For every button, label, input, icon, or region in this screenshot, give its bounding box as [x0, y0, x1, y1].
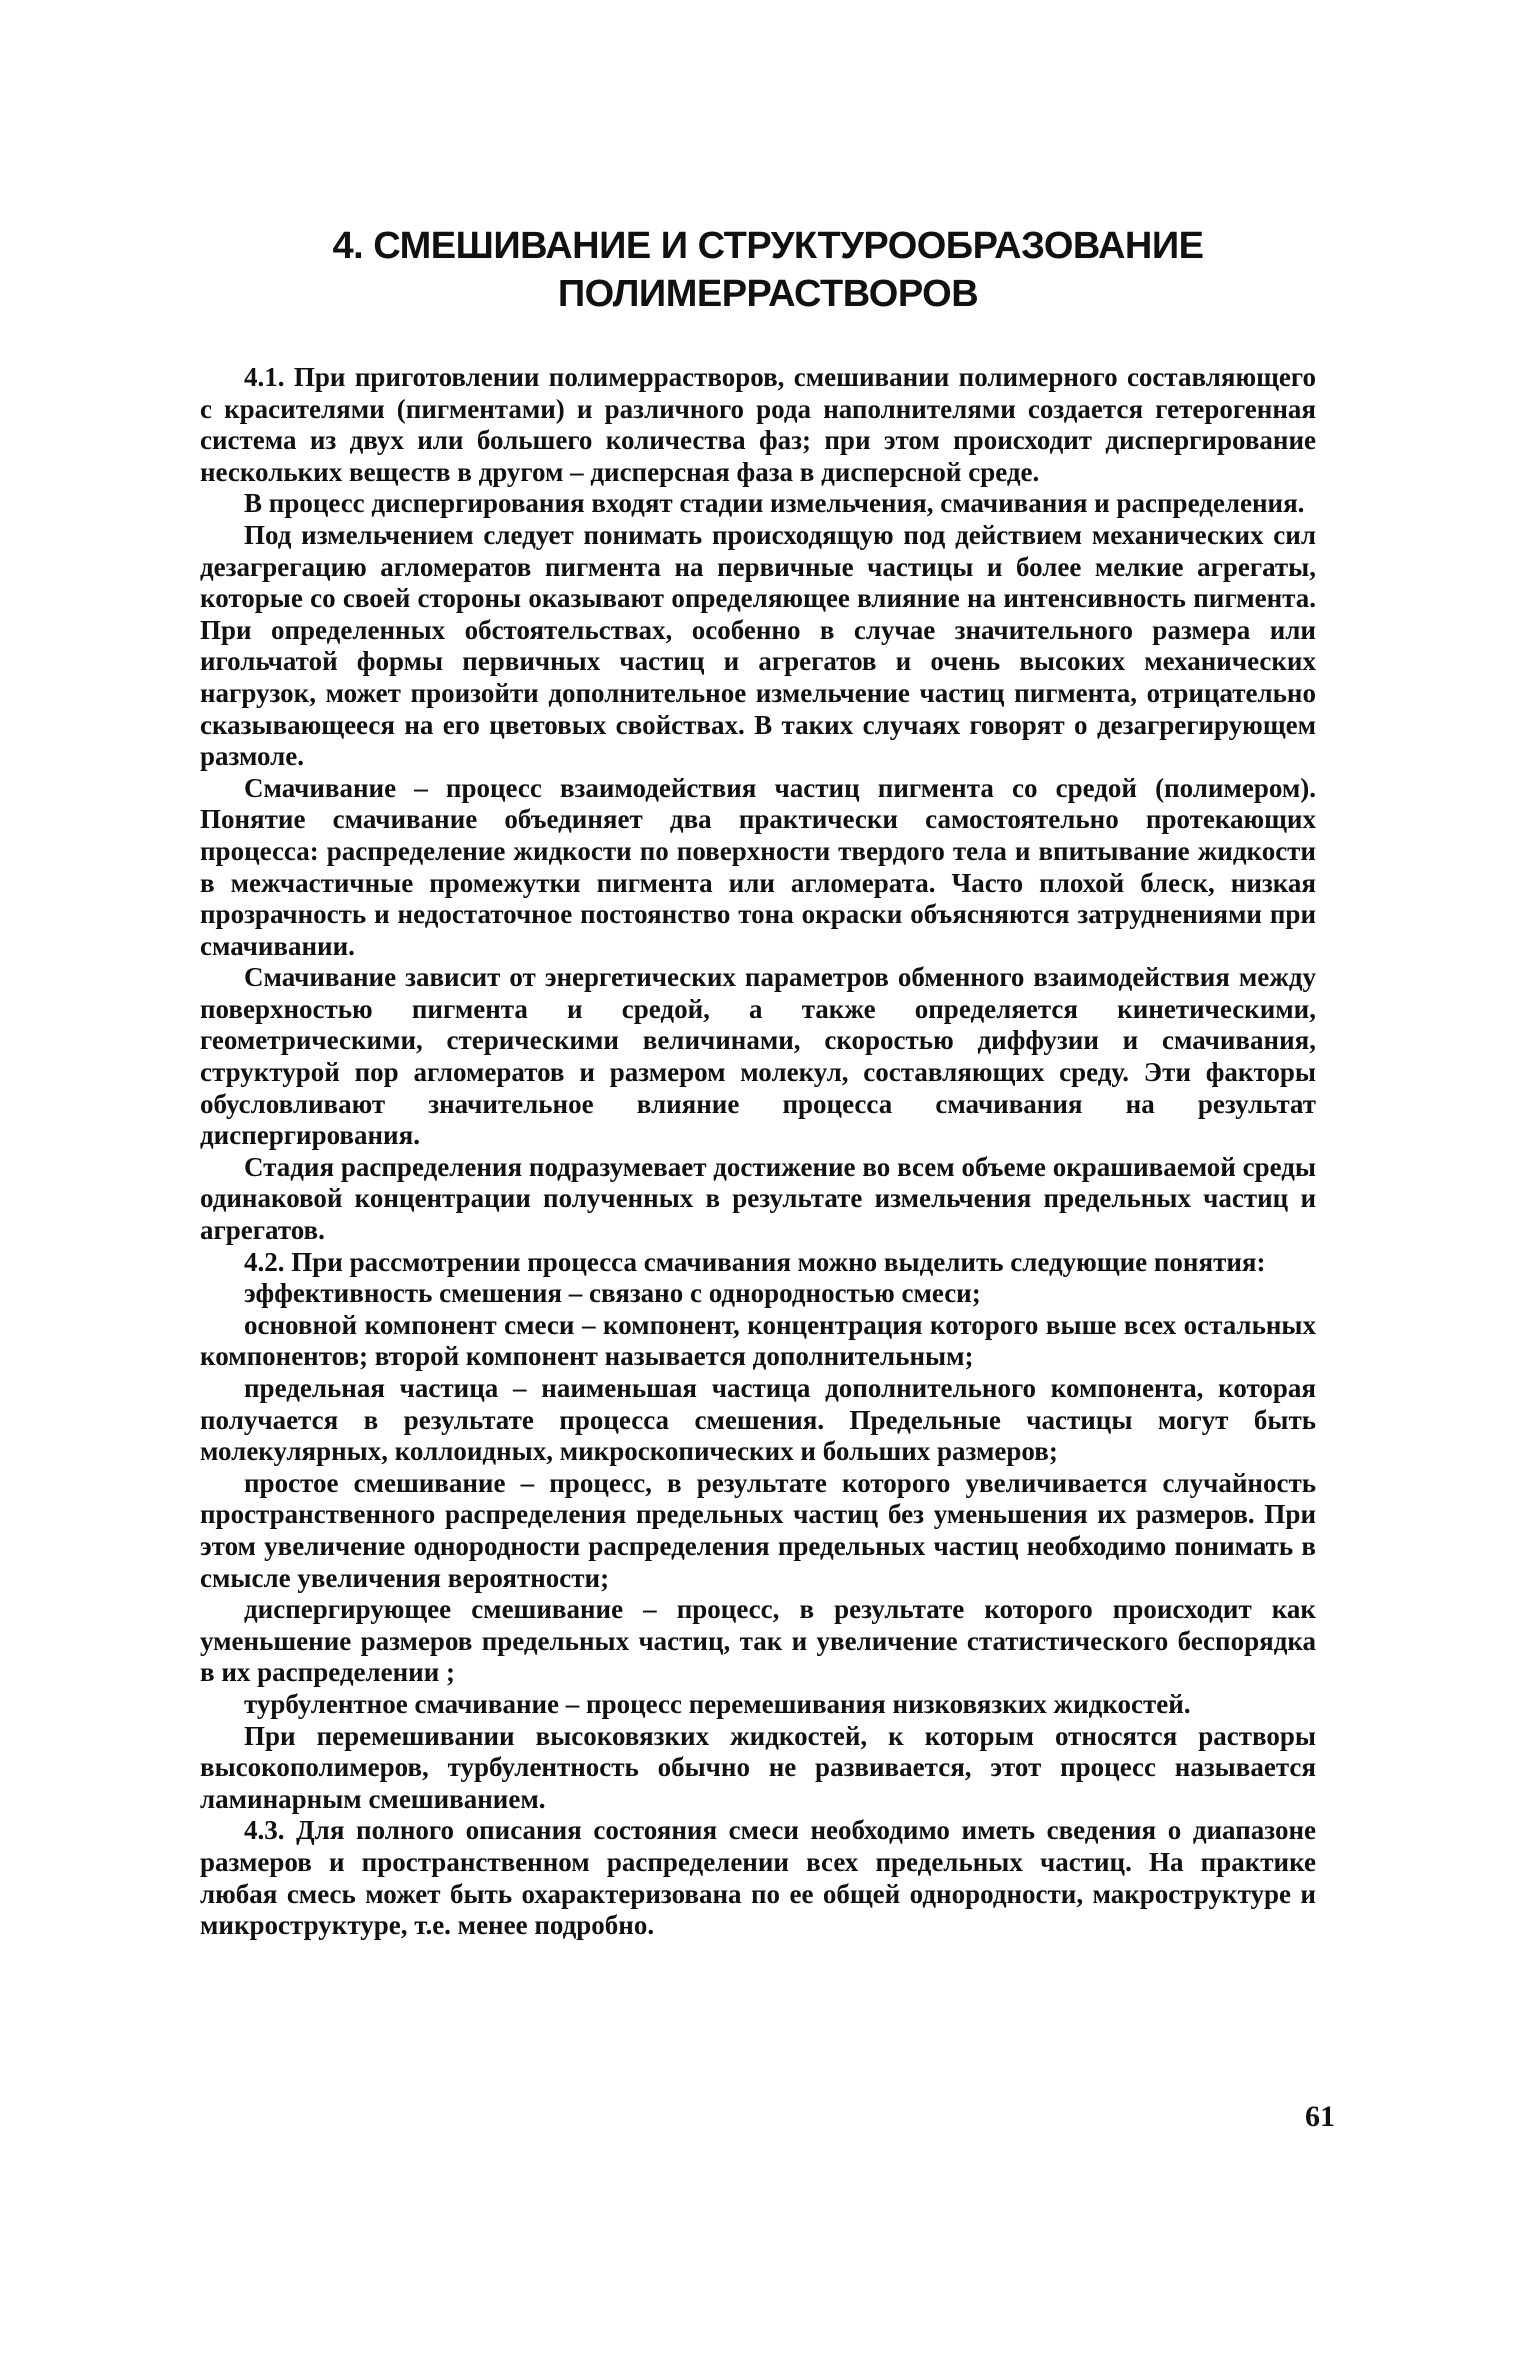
definition-main-component: основной компонент смеси – компонент, концентрация которого выше всех остальных компонентов; второй компонент называется дополнительным;: [200, 1309, 1316, 1372]
definition-mixing-efficiency: эффективность смешения – связано с однородностью смеси;: [244, 1278, 981, 1309]
body-text: [200, 362, 1316, 1942]
paragraph-dispersion-stages: В процесс диспергирования входят стадии измельчения, смачивания и распределения.: [244, 488, 1305, 519]
page-number: 61: [1305, 2100, 1335, 2133]
paragraph-wetting: Смачивание – процесс взаимодействия частиц пигмента со средой (полимером). Понятие смачивание объединяет два практически самостоятельно протекающих процесса: распределение жидкости по поверхности твердого тела и впитывание жидкости в межчастичные промежутки пигмента или агломерата. Часто плохой блеск, низкая прозрачность и недостаточное постоянство тона окраски объясняются затруднениями при смачивании.: [200, 772, 1316, 961]
paragraph-wetting-factors: Смачивание зависит от энергетических параметров обменного взаимодействия между поверхностью пигмента и средой, а также определяется кинетическими, геометрическими, стерическими величинами, скоростью диффузии и смачивания, структурой пор агломератов и размером молекул, составляющих среду. Эти факторы обусловливают значительное влияние процесса смачивания на результат диспергирования.: [200, 962, 1316, 1151]
definition-dispersive-mixing: диспергирующее смешивание – процесс, в результате которого происходит как уменьшение размеров предельных частиц, так и увеличение статистического беспорядка в их распределении ;: [200, 1594, 1316, 1688]
definition-ultimate-particle: предельная частица – наименьшая частица дополнительного компонента, которая получается в результате процесса смешения. Предельные частицы могут быть молекулярных, коллоидных, микроскопических и больших размеров;: [200, 1373, 1316, 1467]
paragraph-4-3: 4.3. Для полного описания состояния смеси необходимо иметь сведения о диапазоне размеров и пространственном распределении всех предельных частиц. На практике любая смесь может быть охарактеризована по ее общей однородности, макроструктуре и микроструктуре, т.е. менее подробно.: [200, 1815, 1316, 1941]
paragraph-laminar-mixing: При перемешивании высоковязких жидкостей, к которым относятся растворы высокополимеров, турбулентность обычно не развивается, этот процесс называется ламинарным смешиванием.: [200, 1720, 1316, 1814]
definition-turbulent-wetting: турбулентное смачивание – процесс перемешивания низковязких жидкостей.: [244, 1688, 1191, 1719]
paragraph-4-1: 4.1. При приготовлении полимеррастворов, смешивании полимерного составляющего с красителями (пигментами) и различного рода наполнителями создается гетерогенная система из двух или большего количества фаз; при этом происходит диспергирование нескольких веществ в другом – дисперсная фаза в дисперсной среде.: [200, 362, 1316, 487]
paragraph-4-2: 4.2. При рассмотрении процесса смачивания можно выделить следующие понятия:: [244, 1246, 1266, 1277]
chapter-title-line-2: ПОЛИМЕРРАСТВОРОВ: [557, 273, 979, 315]
paragraph-grinding: Под измельчением следует понимать происходящую под действием механических сил дезагрегацию агломератов пигмента на первичные частицы и более мелкие агрегаты, которые со своей стороны оказывают определяющее влияние на интенсивность пигмента. При определенных обстоятельствах, особенно в случае значительного размера или игольчатой формы первичных частиц и агрегатов и очень высоких механических нагрузок, может произойти дополнительное измельчение частиц пигмента, отрицательно сказывающееся на его цветовых свойствах. В таких случаях говорят о дезагрегирующем размоле.: [200, 519, 1316, 772]
definition-simple-mixing: простое смешивание – процесс, в результате которого увеличивается случайность пространственного распределения предельных частиц без уменьшения их размеров. При этом увеличение однородности распределения предельных частиц необходимо понимать в смысле увеличения вероятности;: [200, 1467, 1316, 1593]
paragraph-distribution: Стадия распределения подразумевает достижение во всем объеме окрашиваемой среды одинаковой концентрации полученных в результате измельчения предельных частиц и агрегатов.: [200, 1151, 1316, 1246]
chapter-title-line-1: 4. СМЕШИВАНИЕ И СТРУКТУРООБРАЗОВАНИЕ: [332, 225, 1204, 267]
chapter-title: [200, 222, 1336, 318]
